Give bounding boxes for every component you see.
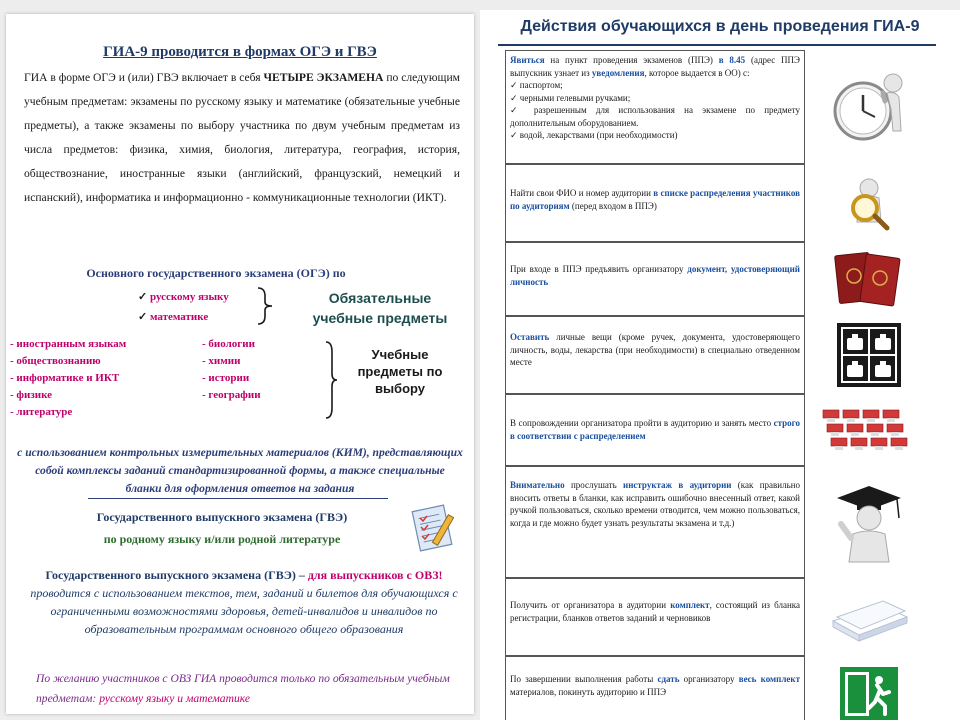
elective-subject: - химии: [202, 355, 241, 367]
step-highlight: строго в соответствии с распределением: [510, 418, 800, 441]
intro-four-exams: ЧЕТЫРЕ ЭКЗАМЕНА: [263, 71, 384, 84]
step-highlight: весь комплект: [738, 674, 800, 684]
step-row: [505, 50, 933, 164]
step-text: [505, 50, 805, 164]
elective-subjects-column: [10, 336, 126, 421]
elective-subject: - географии: [202, 389, 261, 401]
step-highlight: инструктаж в аудитории: [623, 480, 732, 490]
step-body: , состоящий из бланка регистрации, бланков ответов заданий и черновиков: [510, 600, 800, 623]
step-body: личные вещи (кроме ручек, документа, удостоверяющего личность, воды, лекарства (при необходимости) в специально отведенном месте: [510, 332, 800, 367]
left-info-page: [6, 14, 474, 714]
mandatory-subject-list: [138, 287, 229, 327]
step-highlight: комплект: [670, 600, 710, 610]
gve-heading: Государственного выпускного экзамена (ГВЭ): [96, 510, 348, 524]
step-row: [505, 164, 933, 242]
clock-figure-icon: [805, 50, 933, 164]
mandatory-subject: ✓ математике: [138, 307, 229, 327]
ovz-note: [36, 669, 456, 709]
gve-ovz-target: для выпускников с ОВЗ!: [307, 568, 443, 582]
required-item: ✓ разрешенным для использования на экзамене по предмету дополнительным оборудованием.: [510, 104, 800, 129]
step-body: По завершении выполнения работы: [510, 674, 658, 684]
right-brace-icon: [324, 340, 338, 420]
elective-subject: - биологии: [202, 338, 255, 350]
required-items-list: [510, 79, 800, 142]
step-highlight: уведомления: [591, 67, 645, 78]
step-highlight: Явиться: [510, 55, 545, 65]
oge-heading: Основного государственного экзамена (ОГЭ) по: [86, 266, 346, 280]
elective-subject: - информатике и ИКТ: [10, 372, 120, 384]
elective-subjects-column: [202, 336, 261, 404]
required-item: ✓ паспортом;: [510, 79, 800, 92]
luggage-storage-icon: [805, 316, 933, 394]
right-page-title: Действия обучающихся в день проведения ГИА-9: [520, 18, 920, 35]
kim-description: с использованием контрольных измерительных материалов (КИМ), представляющих собой комплексы заданий стандартизированной формы, а также специальные бланки для оформления ответов на задания: [17, 446, 463, 495]
step-highlight: документ, удостоверяющий личность: [510, 264, 800, 287]
step-body: (перед входом в ППЭ): [569, 200, 657, 211]
step-body: организатору: [679, 674, 739, 684]
required-item: ✓ водой, лекарствами (при необходимости): [510, 129, 800, 142]
step-body: Получить от организатора в аудитории: [510, 600, 671, 610]
step-highlight: в 8.45: [718, 55, 746, 65]
step-body: прослушать: [564, 480, 624, 490]
step-text: [505, 466, 805, 578]
divider: [88, 498, 388, 499]
elective-subject: - физике: [10, 389, 53, 401]
left-page-title: ГИА-9 проводится в формах ОГЭ и ГВЭ: [103, 44, 377, 60]
intro-text-start: ГИА в форме ОГЭ и (или) ГВЭ включает в себя: [24, 71, 264, 84]
ovz-note-text: По желанию участников с ОВЗ ГИА проводится только по обязательным учебным предметам:: [36, 672, 450, 705]
graduate-figure-icon: [805, 466, 933, 578]
intro-paragraph: [24, 66, 460, 210]
elective-subject: - обществознанию: [10, 355, 101, 367]
step-text: [505, 394, 805, 466]
magnifier-figure-icon: [805, 164, 933, 242]
gve-native-language-block: [42, 506, 402, 550]
mandatory-subject: ✓ русскому языку: [138, 287, 229, 307]
step-body: , которое выдается в ОО) с:: [644, 67, 750, 78]
mandatory-subjects-label: Обязательные учебные предметы: [312, 290, 448, 326]
classroom-desks-icon: [805, 394, 933, 466]
gve-ovz-heading: Государственного выпускного экзамена (ГВЭ) –: [45, 568, 308, 582]
ovz-note-subjects: русскому языку и математике: [99, 692, 251, 705]
gve-ovz-description: проводится с использованием текстов, тем, заданий и билетов для обучающихся с ограниченными возможностями здоровья, детей-инвалидов и инвалидов по образовательным программам основного общего образования: [30, 586, 458, 636]
intro-text-end: по следующим учебным предметам: экзамены по русскому языку и математике (обязательные учебные предметы), а также экзамены по выбору участника по двум учебным предметам из числа предметов: физика, химия, биология, литература, география, история, обществознание, иностранные языки (английский, французский, немецкий и испанский), информатика и информационно - коммуникационные технологии (ИКТ).: [24, 71, 460, 204]
step-row: [505, 242, 933, 316]
right-actions-page: [480, 10, 960, 720]
step-highlight: Внимательно: [510, 480, 565, 490]
step-text: [505, 164, 805, 242]
step-body: (адрес ППЭ выпускник узнает из: [510, 55, 800, 78]
step-row: [505, 578, 933, 656]
gve-ovz-block: [20, 566, 468, 638]
step-body: материалов, покинуть аудиторию и ППЭ: [510, 686, 667, 697]
step-text: [505, 656, 805, 720]
passport-icon: [805, 242, 933, 316]
exit-sign-icon: [805, 656, 933, 720]
paper-stack-icon: [805, 578, 933, 656]
elective-subject: - литературе: [10, 406, 73, 418]
step-row: [505, 656, 933, 720]
gve-native-language-subtitle: по родному языку и/или родной литературе: [103, 532, 341, 546]
step-highlight: в списке распределения участников по аудиториям: [510, 188, 800, 211]
step-highlight: сдать: [657, 674, 680, 684]
step-text: [505, 578, 805, 656]
step-text: [505, 242, 805, 316]
step-body: При входе в ППЭ предъявить организатору: [510, 264, 688, 274]
step-row: [505, 316, 933, 394]
right-brace-icon: [256, 286, 274, 326]
step-text: [505, 316, 805, 394]
step-row: [505, 394, 933, 466]
elective-subject: - иностранным языкам: [10, 338, 127, 350]
title-underline: [498, 44, 936, 46]
elective-subjects-label: Учебные предметы по выбору: [357, 347, 443, 396]
elective-subject: - истории: [202, 372, 250, 384]
required-item: ✓ черными гелевыми ручками;: [510, 92, 800, 105]
step-body: на пункт проведения экзаменов (ППЭ): [544, 55, 719, 65]
step-body: В сопровождении организатора пройти в аудиторию и занять место: [510, 418, 774, 428]
step-body: Найти свои ФИО и номер аудитории: [510, 188, 654, 198]
step-body: (как правильно вносить ответы в бланки, как исправить ошибочно внесенный ответ, какой ручкой пользоваться, сколько времени отводится, чем можно пользоваться, когда и где можно будет узнать результаты экзамена и т.д.): [510, 480, 801, 528]
step-row: [505, 466, 933, 578]
exam-form-pencil-icon: [406, 500, 460, 554]
step-highlight: Оставить: [510, 332, 550, 342]
